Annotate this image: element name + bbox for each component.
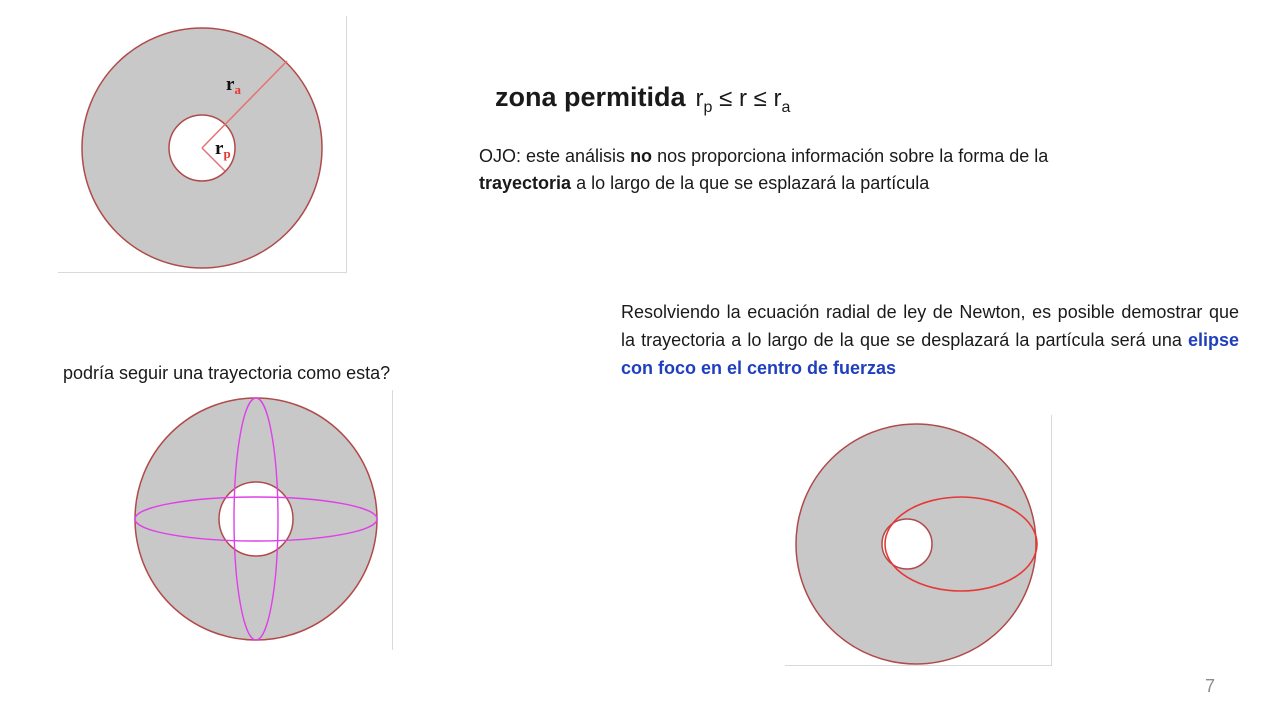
resolution-paragraph: Resolviendo la ecuación radial de ley de Newton, es posible demostrar que la trayectoria a lo largo de la que se desplazará la partícula será una elipse con foco en el centro de fuerzas [621,302,1239,378]
page-title [495,82,790,117]
allowed-zone-figure [58,16,347,273]
ellipse-highlight: elipse con foco en el centro de fuerzas [621,330,1239,378]
ellipse-diagram [785,415,1051,665]
analysis-note: OJO: este análisis no nos proporciona información sobre la forma de la trayectoria a lo largo de la que se esplazará la partícula [479,146,1049,193]
page-number: 7 [1205,676,1216,696]
ra-label: $r_a$ [226,74,241,97]
rp-label: $r_p$ [215,138,231,161]
title-main: zona permitida [495,82,686,112]
rosette-diagram [115,390,392,650]
allowed-zone-diagram [58,16,346,272]
inner-boundary [219,482,293,556]
title-inequality: $r_p \le r \le r_a$ [695,85,791,116]
rosette-trajectory-figure [115,390,393,650]
ellipse-orbit-figure [785,415,1052,666]
question-text: podría seguir una trayectoria como esta? [63,363,391,383]
